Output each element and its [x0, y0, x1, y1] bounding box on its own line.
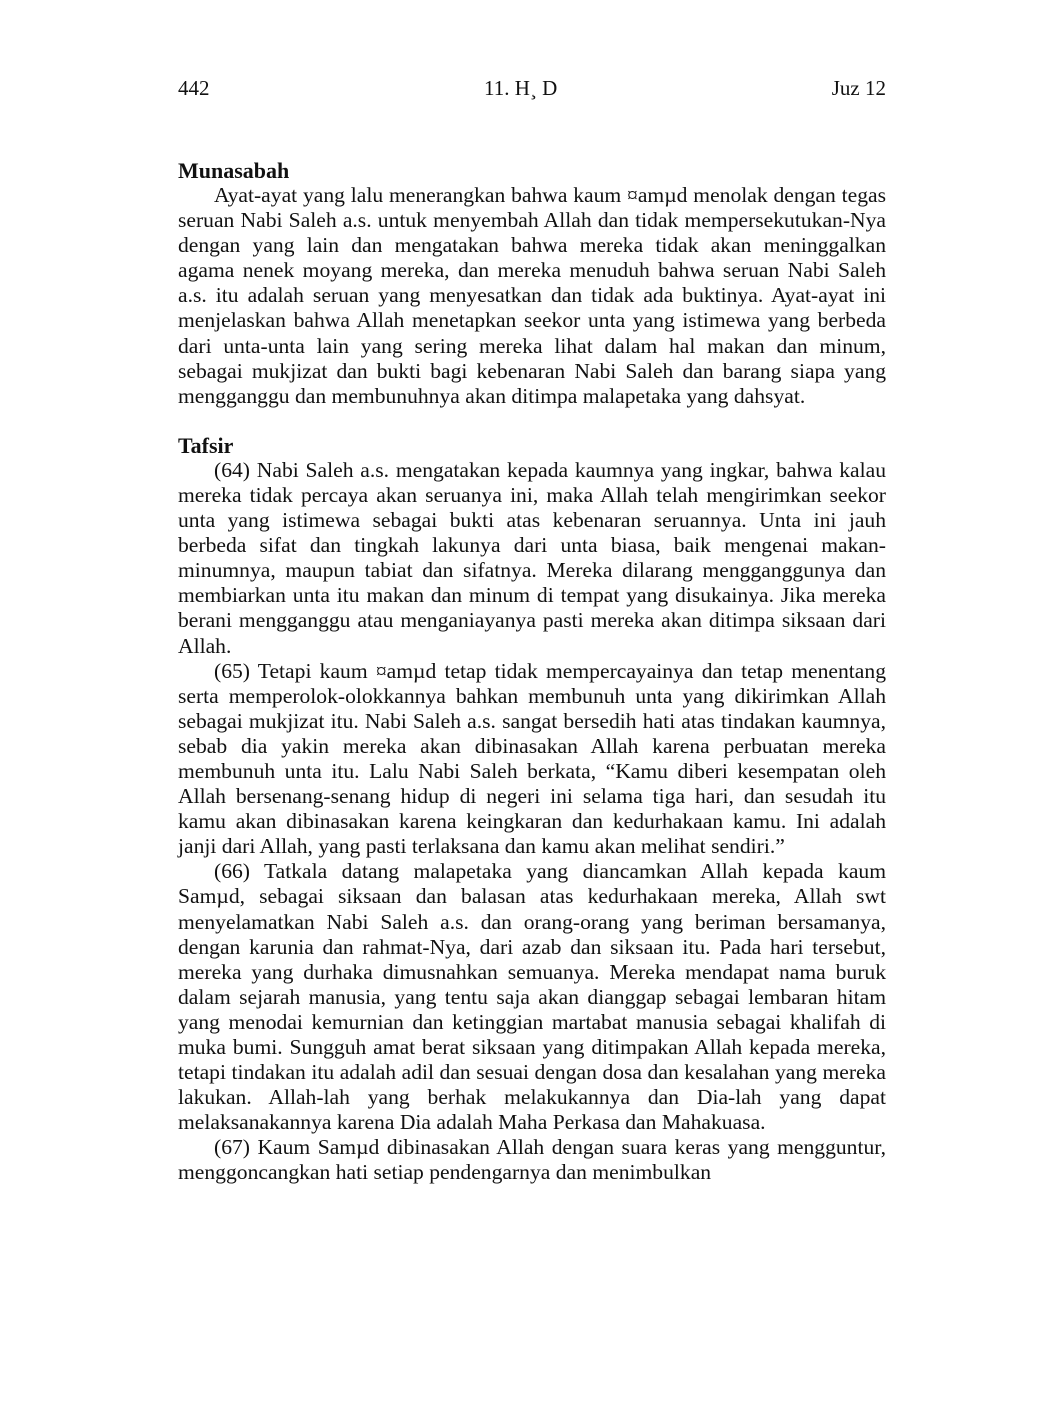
tafsir-paragraph-64: (64) Nabi Saleh a.s. mengatakan kepada kaumnya yang ingkar, bahwa kalau mereka tidak percaya akan seruanya ini, maka Allah telah mengirimkan seekor unta yang istimewa sebagai bukti atas kebenaran seruannya. Unta ini jauh berbeda sifat dan tingkah lakunya dari unta biasa, baik mengenai makan-minumnya, maupun tabiat dan sifatnya. Mereka dilarang mengganggunya dan membiarkan unta itu makan dan minum di tempat yang disukainya. Jika mereka berani mengganggu atau menganiayanya pasti mereka akan ditimpa siksaan dari Allah. [178, 457, 886, 658]
running-header [178, 74, 886, 102]
tafsir-paragraph-67: (67) Kaum Samµd dibinasakan Allah dengan suara keras yang mengguntur, menggoncangkan hati setiap pendengarnya dan menimbulkan [178, 1135, 886, 1185]
page-number: 442 [178, 76, 210, 100]
juz-label: Juz 12 [831, 76, 886, 100]
page [178, 74, 886, 1186]
munasabah-paragraph: Ayat-ayat yang lalu menerangkan bahwa kaum ¤amµd menolak dengan tegas seruan Nabi Saleh a.s. untuk menyembah Allah dan tidak mempersekutukan-Nya dengan yang lain dan mengatakan bahwa mereka tidak akan meninggalkan agama nenek moyang mereka, dan mereka menuduh bahwa seruan Nabi Saleh a.s. itu adalah seruan yang menyesatkan dan tidak ada buktinya. Ayat-ayat ini menjelaskan bahwa Allah menetapkan seekor unta yang istimewa yang berbeda dari unta-unta lain yang sering mereka lihat dalam hal makan dan minum, sebagai mukjizat dan bukti bagi kebenaran Nabi Saleh dan barang siapa yang mengganggu dan membunuhnya akan ditimpa malapetaka yang dahsyat. [178, 183, 886, 408]
chapter-title: 11. H¸ D [483, 76, 558, 100]
tafsir-paragraph-65: (65) Tetapi kaum ¤amµd tetap tidak mempercayainya dan tetap menentang serta memperolok-olokkannya bahkan membunuh unta yang dikirimkan Allah sebagai mukjizat itu. Nabi Saleh a.s. sangat bersedih hati atas tindakan kaumnya, sebab dia yakin mereka akan dibinasakan Allah karena perbuatan mereka membunuh unta itu. Lalu Nabi Saleh berkata, “Kamu diberi kesempatan oleh Allah bersenang-senang hidup di negeri ini selama tiga hari, dan sesudah itu kamu akan dibinasakan karena keingkaran dan kedurhakaan kamu. Ini adalah janji dari Allah, yang pasti terlaksana dan kamu akan melihat sendiri.” [178, 658, 886, 859]
tafsir-heading: Tafsir [178, 432, 234, 458]
tafsir-paragraph-66: (66) Tatkala datang malapetaka yang diancamkan Allah kepada kaum Samµd, sebagai siksaan dan balasan atas kedurhakaan mereka, Allah swt menyelamatkan Nabi Saleh a.s. dan orang-orang yang beriman bersamanya, dengan karunia dan rahmat-Nya, dari azab dan siksaan itu. Pada hari tersebut, mereka yang durhaka dimusnahkan semuanya. Mereka mendapat nama buruk dalam sejarah manusia, yang tentu saja akan dianggap sebagai lembaran hitam yang menodai kemurnian dan ketinggian martabat manusia sebagai khalifah di muka bumi. Sungguh amat berat siksaan yang ditimpakan Allah kepada mereka, tetapi tindakan itu adalah adil dan sesuai dengan dosa dan kesalahan yang mereka lakukan. Allah-lah yang berhak melakukannya dan Dia-lah yang dapat melaksanakannya karena Dia adalah Maha Perkasa dan Mahakuasa. [178, 859, 886, 1135]
munasabah-heading: Munasabah [178, 158, 290, 183]
